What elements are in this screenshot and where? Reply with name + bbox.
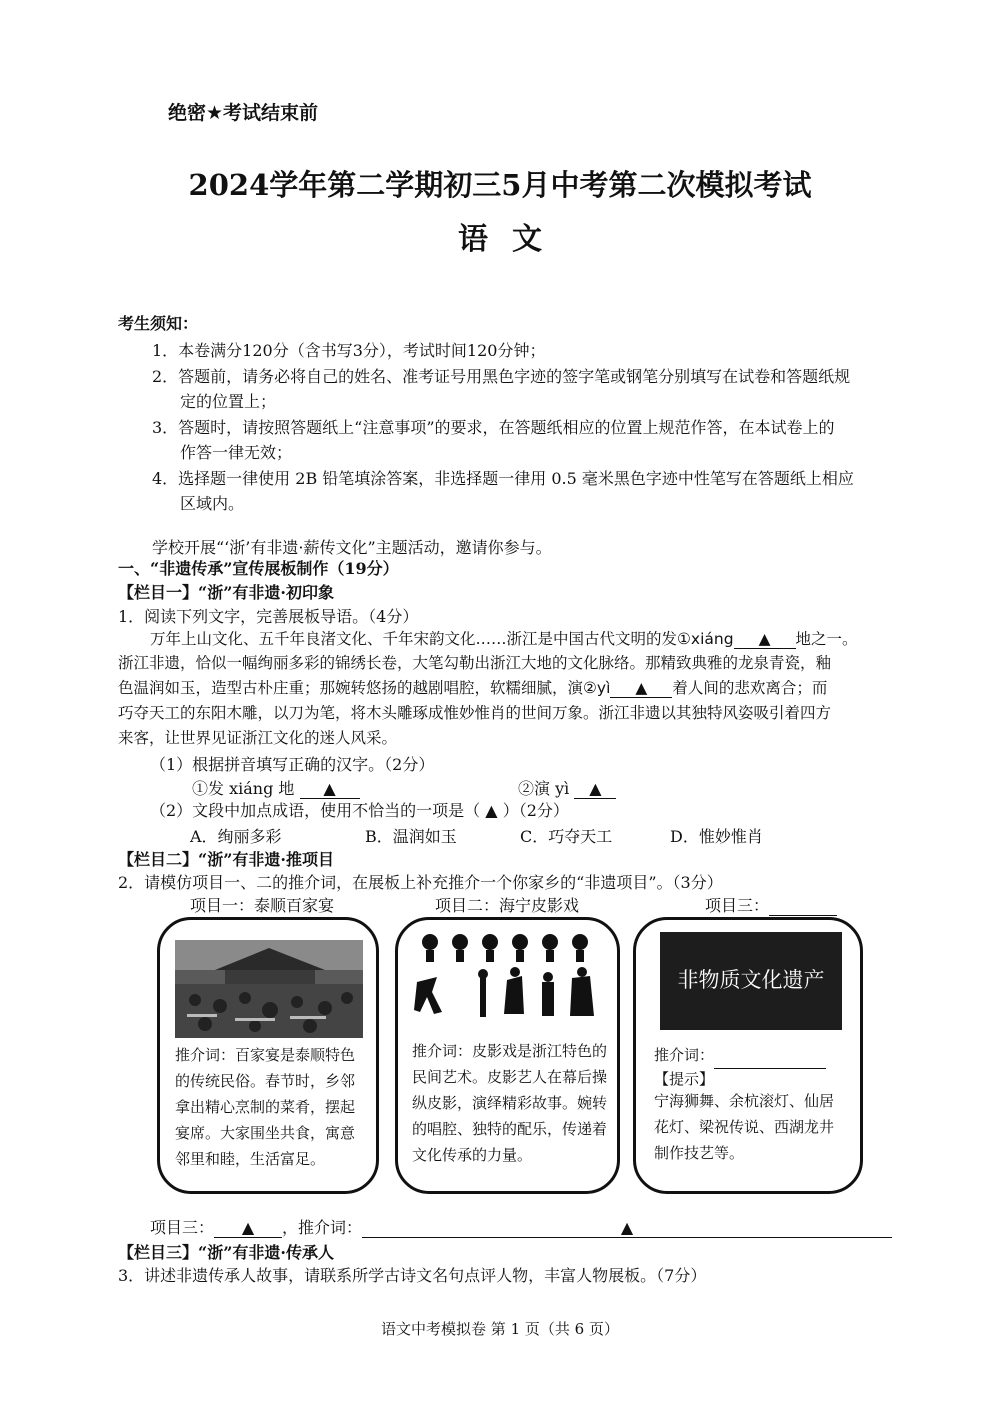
- notice-item: 3．答题时，请按照答题纸上“注意事项”的要求，在答题纸相应的位置上规范作答，在本试卷上的: [152, 418, 835, 437]
- page-footer: 语文中考模拟卷 第 1 页（共 6 页）: [381, 1320, 619, 1338]
- banquet-photo: [175, 940, 363, 1038]
- project-2-text: 推介词：皮影戏是浙江特色的民间艺术。皮影艺人在幕后操纵皮影，演绎精彩故事。婉转的唱腔、独特的配乐，传递着文化传承的力量。: [412, 1042, 608, 1164]
- question-1-1: （1）根据拼音填写正确的汉字。（2分）: [150, 755, 435, 774]
- question-2: 2．请模仿项目一、二的推介词，在展板上补充推介一个你家乡的“非遗项目”。（3分）: [118, 873, 723, 892]
- project-3-intro: 推介词：: [654, 1042, 854, 1069]
- answer-line: 项目三： ▲ ，推介词： ▲: [150, 1215, 892, 1238]
- notice-item: 定的位置上；: [180, 392, 277, 411]
- question-1: 1．阅读下列文字，完善展板导语。（4分）: [118, 607, 419, 626]
- secret-label: 绝密★考试结束前: [168, 102, 319, 124]
- answer-b: ②演 yì ▲: [518, 776, 616, 799]
- option-a: A．绚丽多彩: [190, 827, 282, 846]
- heritage-image-text: 非物质文化遗产: [677, 968, 825, 992]
- exam-title: 2024学年第二学期初三5月中考第二次模拟考试: [188, 168, 812, 202]
- project-3-card: [633, 917, 863, 1194]
- notice-item: 4．选择题一律使用 2B 铅笔填涂答案，非选择题一律用 0.5 毫米黑色字迹中性笔写在答题纸上相应: [152, 469, 854, 488]
- answer-blank: ▲: [734, 630, 796, 649]
- passage-line: 巧夺天工的东阳木雕，以刀为笔，将木头雕琢成惟妙惟肖的世间万象。浙江非遗以其独特风姿吸引着四方: [118, 704, 832, 722]
- shadow-puppet-image: [412, 932, 607, 1030]
- project-1-label: 项目一：泰顺百家宴: [190, 896, 335, 915]
- notice-item: 2．答题前，请务必将自己的姓名、准考证号用黑色字迹的签字笔或钢笔分别填写在试卷和答题纸规: [152, 367, 851, 386]
- answer-a: ①发 xiáng 地 ▲: [192, 776, 360, 799]
- option-d: D．惟妙惟肖: [670, 827, 763, 846]
- project-1-card: [157, 917, 379, 1194]
- notice-heading: 考生须知：: [118, 314, 199, 333]
- project-2-card: [395, 917, 620, 1194]
- option-b: B．温润如玉: [365, 827, 457, 846]
- heritage-image: [660, 932, 842, 1030]
- question-1-2: （2）文段中加点成语，使用不恰当的一项是（ ▲ ）（2分）: [150, 801, 569, 820]
- answer-blank: ▲: [610, 679, 672, 698]
- hint-text: 宁海狮舞、余杭滚灯、仙居花灯、梁祝传说、西湖龙井制作技艺等。: [654, 1092, 835, 1162]
- project-1-text: 推介词：百家宴是泰顺特色的传统民俗。春节时，乡邻拿出精心烹制的菜肴，摆起宴席。大家围坐共食，寓意邻里和睦，生活富足。: [175, 1046, 356, 1168]
- notice-item: 1．本卷满分120分（含书写3分），考试时间120分钟；: [152, 341, 546, 360]
- question-3: 3．讲述非遗传承人故事，请联系所学古诗文名句点评人物，丰富人物展板。（7分）: [118, 1266, 707, 1285]
- project-3-label: 项目三：: [705, 893, 837, 916]
- subject-title: 语文: [458, 222, 566, 257]
- column-heading: 【栏目二】“浙”有非遗·推项目: [118, 850, 334, 869]
- option-c: C．巧夺天工: [520, 827, 613, 846]
- passage-line: 来客，让世界见证浙江文化的迷人风采。: [118, 729, 398, 747]
- passage-line: 万年上山文化、五千年良渚文化、千年宋韵文化……浙江是中国古代文明的发①xiáng ▲ 地之一。: [150, 630, 858, 648]
- passage-line: 浙江非遗，恰似一幅绚丽多彩的锦绣长卷，大笔勾勒出浙江大地的文化脉络。那精致典雅的龙泉青瓷，釉: [118, 654, 832, 672]
- passage-line: 色温润如玉，造型古朴庄重；那婉转悠扬的越剧唱腔，软糯细腻，演②yì ▲ 着人间的悲欢离合；而: [118, 679, 828, 697]
- intro-text: 学校开展“‘浙’有非遗·薪传文化”主题活动，邀请你参与。: [152, 538, 552, 557]
- column-heading: 【栏目一】“浙”有非遗·初印象: [118, 583, 334, 602]
- column-heading: 【栏目三】“浙”有非遗·传承人: [118, 1243, 334, 1262]
- hint-title: 【提示】: [654, 1070, 715, 1088]
- notice-item: 作答一律无效；: [180, 443, 293, 462]
- notice-item: 区域内。: [180, 494, 245, 513]
- project-2-label: 项目二：海宁皮影戏: [435, 896, 580, 915]
- section-heading: 一、“非遗传承”宣传展板制作（19分）: [118, 559, 399, 578]
